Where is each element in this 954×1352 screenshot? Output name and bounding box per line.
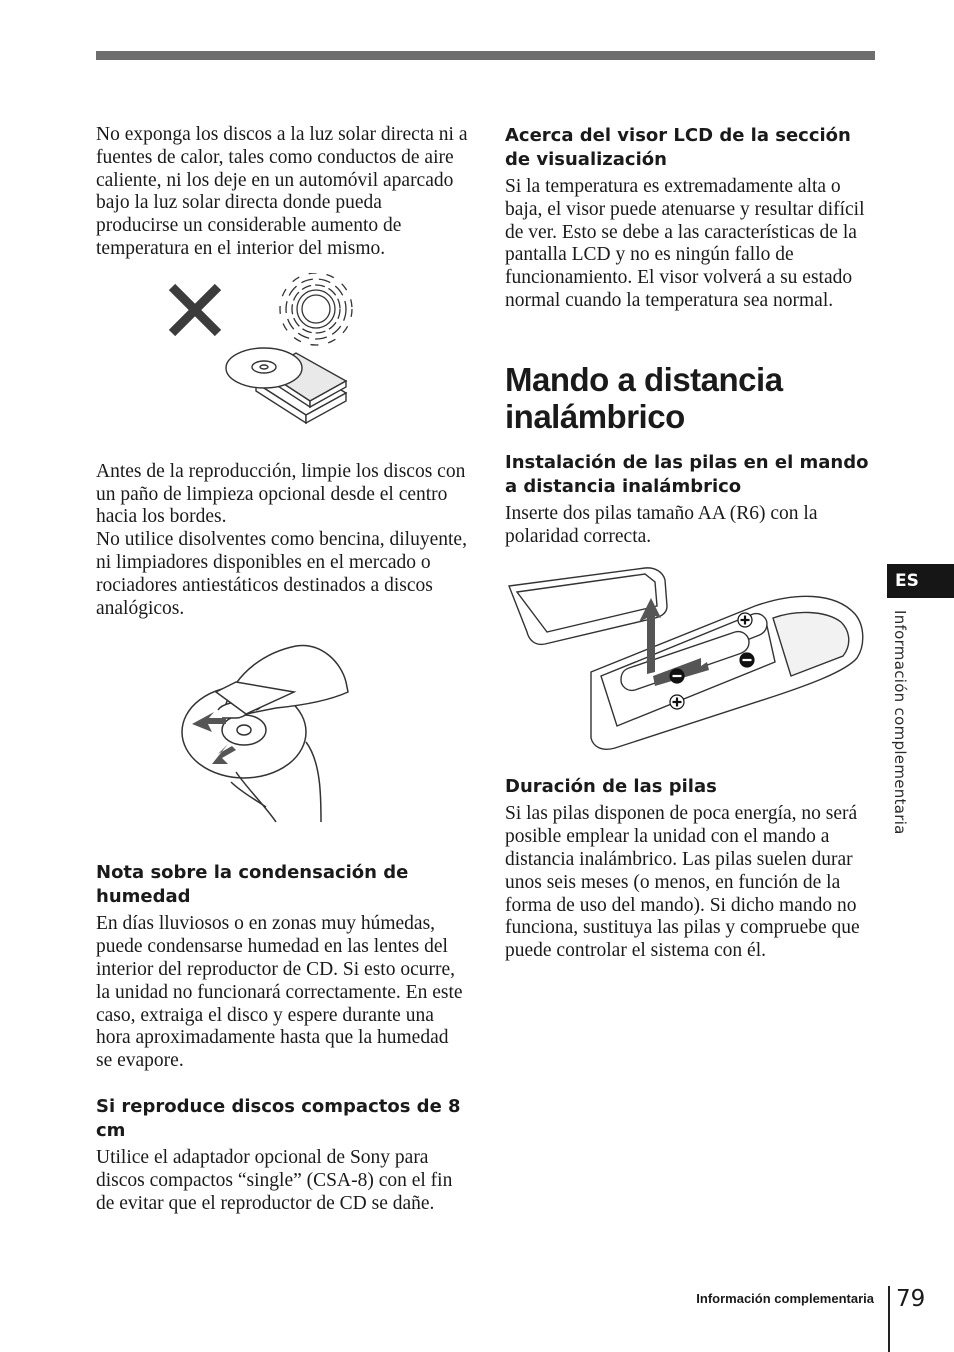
no-heat-illustration: [96, 273, 468, 443]
para-sun-heat: No exponga los discos a la luz solar directa ni a fuentes de calor, tales como conductos de aire caliente, ni los deje en un automóvil aparcado bajo la luz solar directa donde pueda producirse un considerable aumento de temperatura en el interior del mismo.: [96, 124, 468, 259]
sun-icon: [280, 273, 352, 345]
battery-life-heading: Duración de las pilas: [505, 776, 717, 798]
header-rule: [96, 51, 875, 60]
condensation-heading: Nota sobre la condensación de humedad: [96, 862, 409, 908]
lcd-heading: Acerca del visor LCD de la sección de visualización: [505, 125, 851, 170]
small-disc-text: Utilice el adaptador opcional de Sony para discos compactos “single” (CSA-8) con el fin de evitar que el reproductor de CD se dañe.: [96, 1146, 453, 1214]
battery-cover-icon: [509, 568, 667, 645]
condensation-text: En días lluviosos o en zonas muy húmedas, puede condensarse humedad en las lentes del interior del reproductor de CD. Si esto ocurre, la unidad no funcionará correctamente. En este caso, extraiga el disco y espere durante una hora aproximadamente hasta que la humedad se evapore.: [96, 913, 463, 1072]
lcd-text: Si la temperatura es extremadamente alta o baja, el visor puede atenuarse y resultar difícil de ver. Esto se debe a las características de la pantalla LCD y no es ningún fallo de funcionamiento. El visor volverá a su estado normal cuando la temperatura sea normal.: [505, 176, 865, 311]
battery-install-heading: Instalación de las pilas en el mando a distancia inalámbrico: [505, 451, 869, 497]
right-column: [505, 124, 877, 963]
disc-case-icon: [226, 348, 346, 423]
battery-install-text: Inserte dos pilas tamaño AA (R6) con la polaridad correcta.: [505, 502, 818, 547]
small-disc-heading: Si reproduce discos compactos de 8 cm: [96, 1095, 461, 1141]
cross-mark-icon: [172, 287, 218, 333]
section-title: Mando a distancia inalámbrico: [505, 360, 783, 435]
footer-label: Información complementaria: [696, 1291, 874, 1306]
left-column: [96, 124, 468, 1215]
side-section-label: Información complementaria: [891, 610, 909, 835]
footer-rule: [888, 1286, 890, 1352]
para-cleaning-1: Antes de la reproducción, limpie los discos con un paño de limpieza opcional desde el centro hacia los bordes.: [96, 460, 466, 528]
page-number: 79: [896, 1286, 926, 1312]
battery-life-text: Si las pilas disponen de poca energía, no será posible emplear la unidad con el mando a distancia inalámbrico. Las pilas suelen durar unos seis meses (o menos, en función de la forma de uso del mando). Si dicho mando no funciona, sustituya las pilas y compruebe que puede controlar el sistema con él.: [505, 803, 860, 962]
para-cleaning-2: No utilice disolventes como bencina, diluyente, ni limpiadores disponibles en el mercado o rociadores antiestáticos destinados a discos analógicos.: [96, 529, 467, 619]
disc-cleaning-illustration: [96, 632, 468, 827]
remote-battery-illustration: [505, 562, 877, 757]
language-tab: ES: [887, 564, 954, 598]
